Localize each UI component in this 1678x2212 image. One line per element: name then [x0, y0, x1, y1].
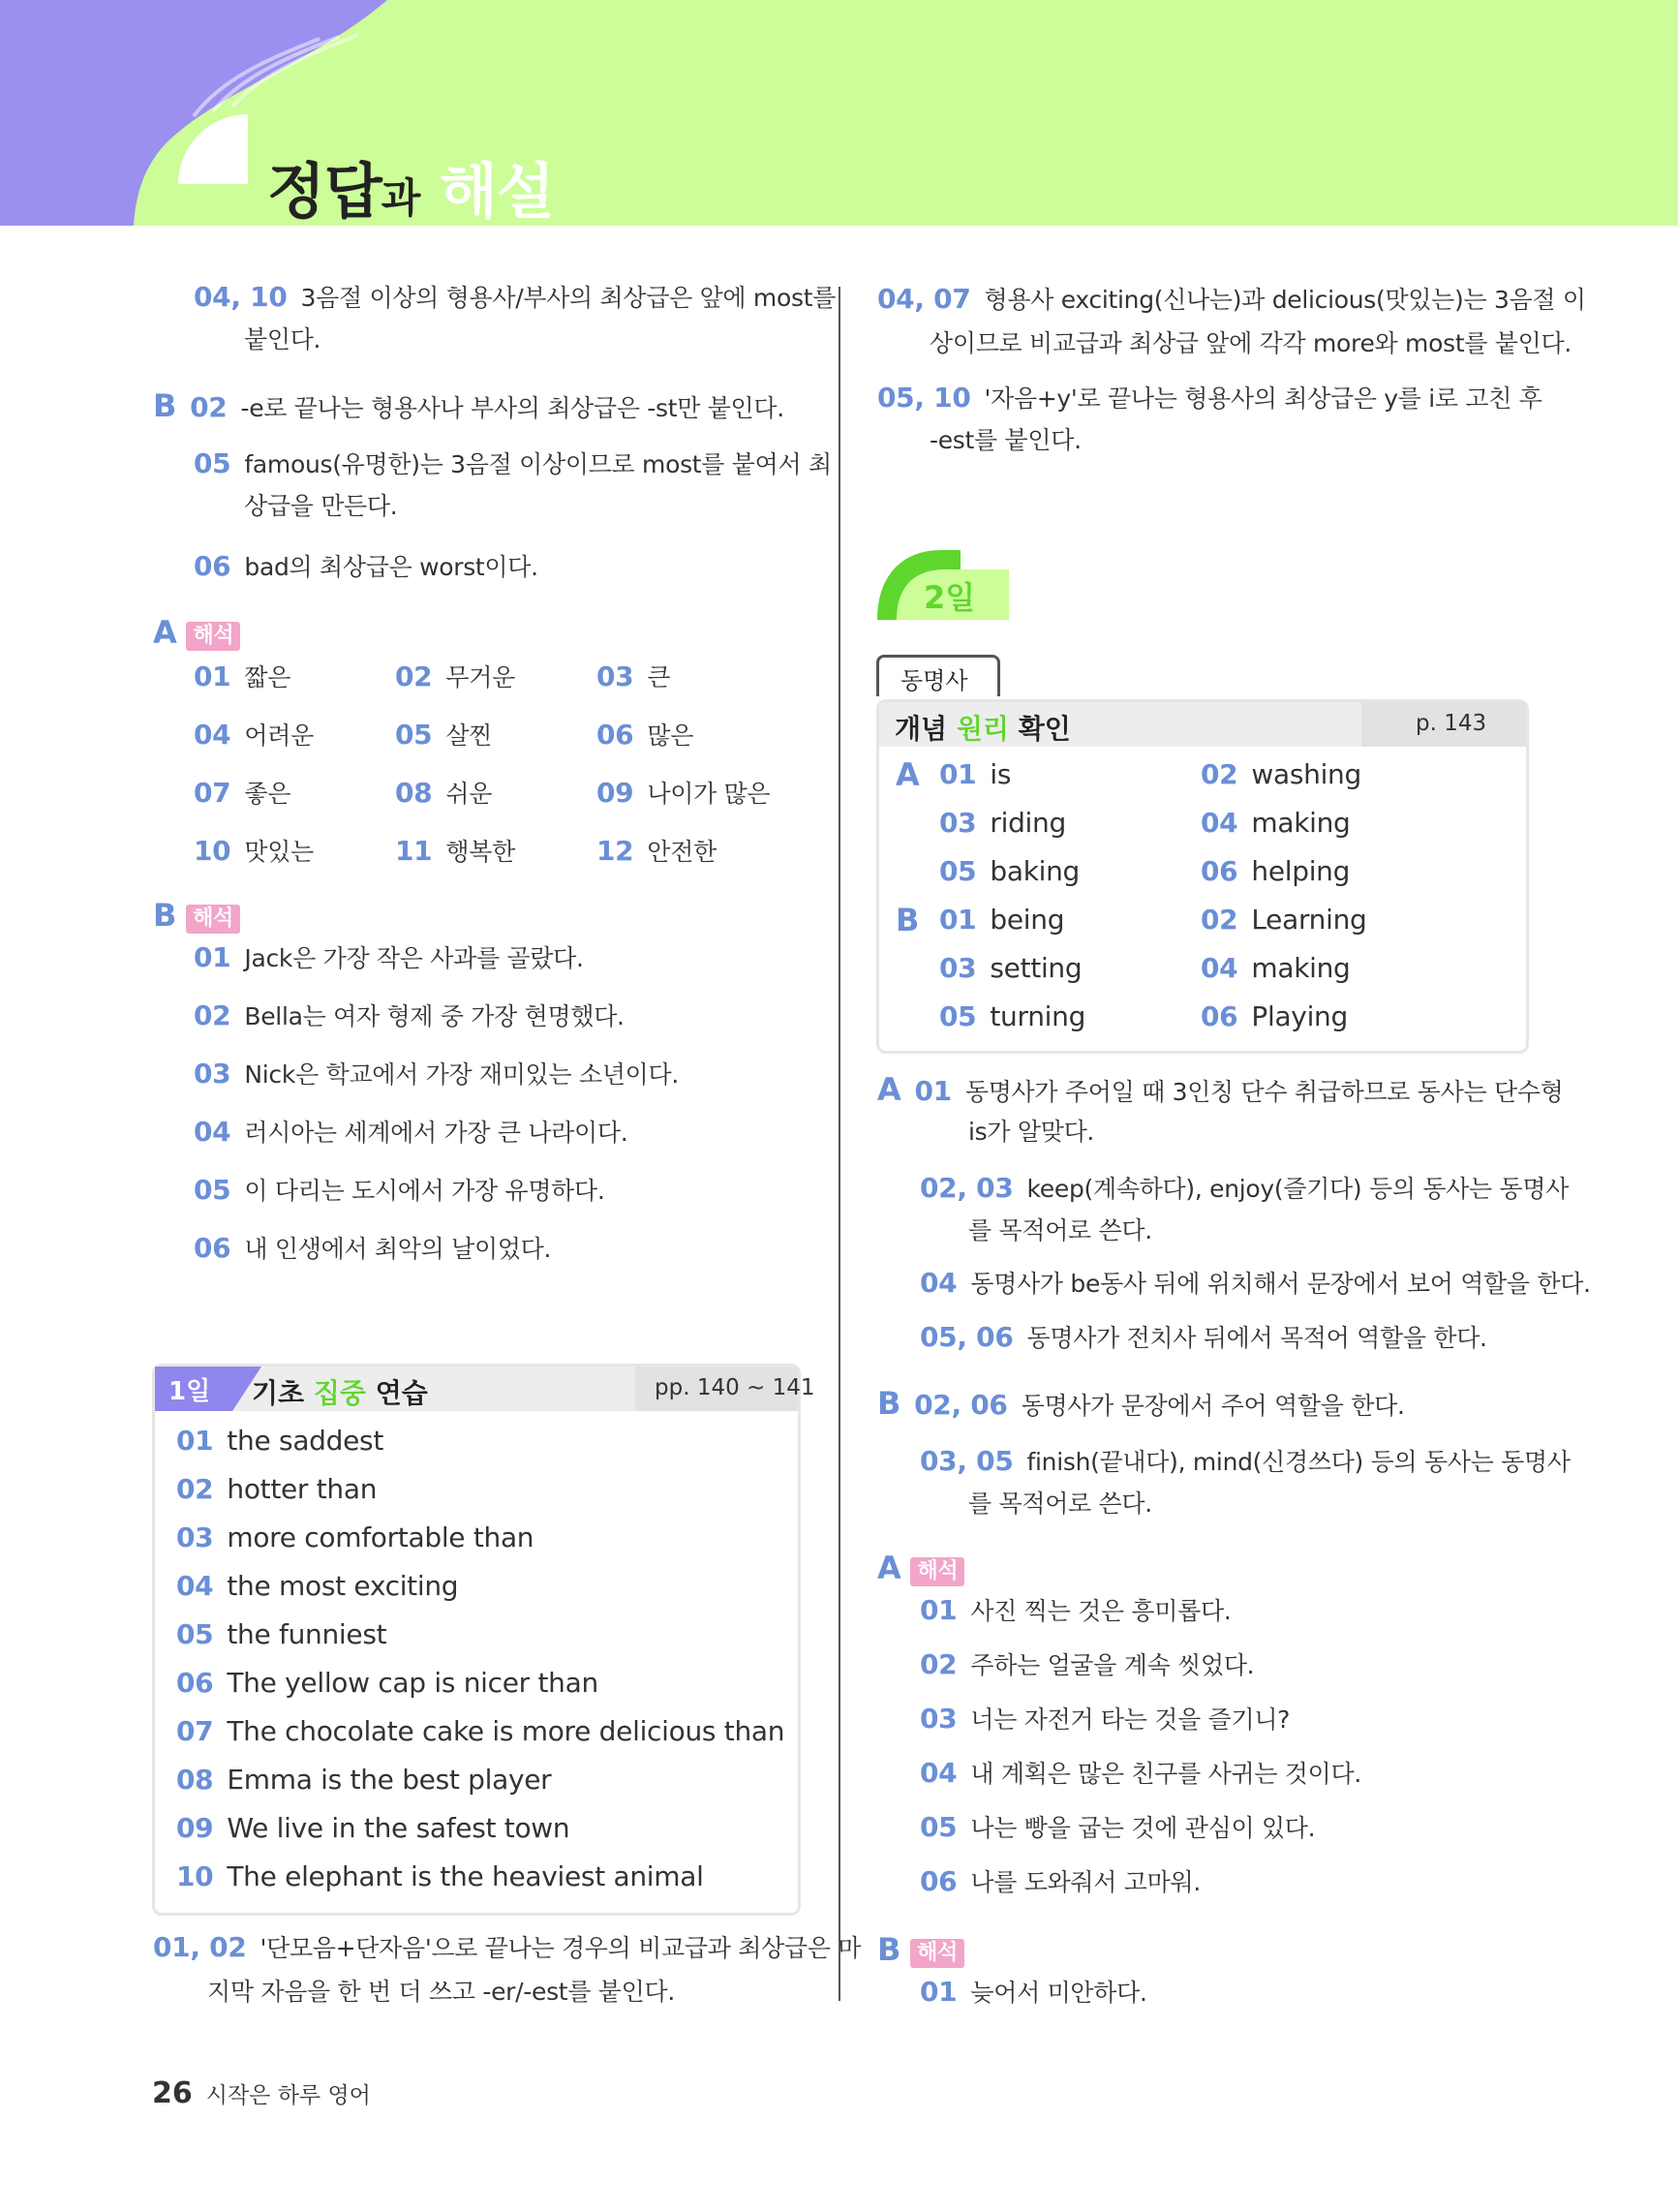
item-number: 05	[176, 1618, 214, 1650]
vocab-item	[596, 837, 717, 867]
header-decoration	[0, 0, 1678, 226]
day-label: 2일	[924, 579, 976, 616]
concept-box-title: 개념 원리 확인	[895, 713, 1071, 745]
topic-tab	[876, 655, 1000, 696]
section-b-heading: B 해석	[877, 1935, 964, 1968]
note-line: B 02 -e로 끝나는 형용사나 부사의 최상급은 -st만 붙인다.	[153, 387, 784, 424]
item-text: making	[1251, 952, 1351, 984]
vocab-item	[194, 721, 314, 751]
item-number: 03	[176, 1521, 214, 1553]
vocab-item	[395, 662, 515, 692]
item-text: We live in the safest town	[227, 1812, 570, 1844]
item-number: 07	[194, 777, 231, 809]
note-line: 05, 06 동명사가 전치사 뒤에서 목적어 역할을 한다.	[920, 1321, 1487, 1353]
item-number: 01	[920, 1594, 958, 1626]
item-text: 너는 자전거 타는 것을 즐기니?	[970, 1705, 1291, 1734]
answer-item	[176, 1766, 551, 1795]
vocab-item	[395, 721, 492, 751]
concept-answer-item	[1201, 760, 1361, 789]
concept-answer-item	[939, 954, 1082, 983]
item-number: 01	[939, 904, 977, 936]
page-reference: p. 143	[1416, 711, 1487, 736]
item-number: 05	[920, 1811, 958, 1843]
item-number: 12	[596, 835, 634, 867]
item-text: baking	[990, 855, 1081, 887]
concept-a-label: A	[896, 756, 920, 793]
item-number: 06	[1201, 855, 1238, 887]
page-title	[267, 143, 554, 226]
item-text: 행복한	[445, 838, 515, 866]
concept-answer-item	[1201, 906, 1367, 935]
item-number: 02	[1201, 904, 1238, 936]
item-number: 03	[939, 807, 977, 839]
note-line: 04, 07 형용사 exciting(신나는)과 delicious(맛있는)는 3음절 이	[877, 283, 1586, 315]
item-number: 04	[194, 1116, 231, 1148]
item-number: 06	[1201, 1000, 1238, 1032]
concept-answer-item	[939, 906, 1064, 935]
note-cont: 상급을 만든다.	[244, 492, 398, 520]
answer-item	[176, 1475, 377, 1504]
item-text: the funniest	[227, 1618, 387, 1650]
item-number: 04	[1201, 807, 1238, 839]
note-line: 01, 02 '단모음+단자음'으로 끝나는 경우의 비교급과 최상급은 마	[153, 1931, 862, 1963]
section-a-heading: A 해석	[153, 618, 240, 651]
translation-item	[194, 1060, 679, 1090]
translation-tag: 해석	[910, 1557, 964, 1586]
note-line: 02, 03 keep(계속하다), enjoy(즐기다) 등의 동사는 동명사	[920, 1172, 1570, 1204]
concept-answer-item	[1201, 857, 1350, 886]
page-footer	[152, 2076, 371, 2110]
item-number: 04	[920, 1757, 958, 1789]
note-line: 05, 10 '자음+y'로 끝나는 형용사의 최상급은 y를 i로 고친 후	[877, 382, 1542, 414]
item-text: 나를 도와줘서 고마워.	[970, 1868, 1201, 1896]
vocab-item	[596, 721, 693, 751]
concept-answer-item	[1201, 954, 1351, 983]
vocab-item	[395, 837, 515, 867]
concept-box	[876, 699, 1529, 1054]
item-text: The chocolate cake is more delicious than	[227, 1715, 785, 1747]
item-number: 10	[176, 1860, 214, 1892]
vocab-item	[194, 837, 314, 867]
note-cont: 지막 자음을 한 번 더 쓰고 -er/-est를 붙인다.	[207, 1978, 676, 2006]
item-number: 02	[395, 661, 433, 692]
item-number: 01	[920, 1976, 958, 2008]
column-divider	[839, 287, 840, 2001]
item-number: 04	[194, 719, 231, 751]
page-reference: pp. 140 ~ 141	[655, 1375, 815, 1400]
translation-item	[194, 1234, 551, 1264]
item-number: 01	[176, 1425, 214, 1457]
section-b-heading: B 해석	[153, 901, 240, 934]
item-text: 살찐	[445, 722, 493, 750]
item-text: 늦어서 미안하다.	[970, 1979, 1147, 2007]
item-text: setting	[990, 952, 1083, 984]
answer-item	[176, 1427, 383, 1456]
practice-box-header	[155, 1367, 815, 1411]
item-text: 어려운	[244, 722, 314, 750]
item-number: 05	[194, 1174, 231, 1206]
translation-item	[920, 1596, 1231, 1626]
item-number: 06	[176, 1667, 214, 1699]
item-text: Jack은 가장 작은 사과를 골랐다.	[244, 944, 584, 972]
item-number: 02	[920, 1648, 958, 1680]
answer-item	[176, 1717, 784, 1746]
item-number: 05	[939, 855, 977, 887]
translation-item	[194, 943, 584, 973]
translation-item	[920, 1867, 1201, 1897]
translation-item	[194, 1176, 605, 1206]
concept-b-label: B	[896, 902, 920, 938]
item-number: 03	[194, 1058, 231, 1090]
note-line: A 01 동명사가 주어일 때 3인칭 단수 취급하므로 동사는 단수형	[877, 1071, 1564, 1108]
item-number: 02	[194, 999, 231, 1031]
item-number: 09	[596, 777, 634, 809]
item-number: 06	[920, 1865, 958, 1897]
item-number: 09	[176, 1812, 214, 1844]
item-number: 06	[194, 1232, 231, 1264]
answer-item	[176, 1523, 534, 1552]
answer-item	[176, 1862, 704, 1891]
item-number: 10	[194, 835, 231, 867]
item-text: being	[990, 904, 1065, 936]
item-text: 주하는 얼굴을 계속 씻었다.	[970, 1651, 1255, 1679]
translation-item	[920, 1759, 1361, 1789]
concept-answer-item	[939, 760, 1011, 789]
item-text: Emma is the best player	[227, 1764, 552, 1796]
concept-answer-item	[1201, 1002, 1348, 1031]
item-number: 06	[596, 719, 634, 751]
item-text: Nick은 학교에서 가장 재미있는 소년이다.	[244, 1060, 680, 1089]
item-text: 안전한	[647, 838, 717, 866]
answer-item	[176, 1669, 598, 1698]
item-text: the saddest	[227, 1425, 384, 1457]
page-header	[0, 0, 1678, 226]
item-number: 04	[1201, 952, 1238, 984]
note-cont: 상이므로 비교급과 최상급 앞에 각각 more와 most를 붙인다.	[930, 329, 1572, 357]
concept-answer-item	[939, 809, 1066, 838]
item-text: 나는 빵을 굽는 것에 관심이 있다.	[970, 1814, 1316, 1842]
concept-answer-item	[1201, 809, 1351, 838]
day-badge: 1일	[168, 1377, 211, 1406]
translation-item	[920, 1813, 1315, 1843]
item-number: 02	[176, 1473, 214, 1505]
item-text: Learning	[1251, 904, 1367, 936]
item-number: 02	[1201, 758, 1238, 790]
item-number: 07	[176, 1715, 214, 1747]
note-cont: 붙인다.	[244, 325, 321, 353]
item-number: 01	[194, 941, 231, 973]
item-number: 08	[395, 777, 433, 809]
item-number: 04	[176, 1570, 214, 1602]
vocab-item	[596, 779, 770, 809]
item-text: Playing	[1251, 1000, 1348, 1032]
title-part-b: 과	[381, 174, 420, 222]
vocab-item	[395, 779, 492, 809]
item-text: 쉬운	[445, 780, 493, 808]
translation-tag: 해석	[910, 1939, 964, 1968]
item-text: helping	[1251, 855, 1351, 887]
item-text: Bella는 여자 형제 중 가장 현명했다.	[244, 1002, 625, 1030]
item-number: 05	[939, 1000, 977, 1032]
answer-item	[176, 1620, 386, 1649]
title-part-c: 해설	[439, 156, 554, 226]
item-text: hotter than	[227, 1473, 378, 1505]
concept-answer-item	[939, 857, 1080, 886]
item-text: 러시아는 세계에서 가장 큰 나라이다.	[244, 1119, 628, 1147]
vocab-item	[194, 779, 290, 809]
note-line: 03, 05 finish(끝내다), mind(신경쓰다) 등의 동사는 동명사	[920, 1445, 1571, 1477]
item-text: 내 계획은 많은 친구를 사귀는 것이다.	[970, 1760, 1362, 1788]
item-text: The yellow cap is nicer than	[227, 1667, 598, 1699]
section-a-heading: A 해석	[877, 1553, 964, 1586]
item-text: 내 인생에서 최악의 날이었다.	[244, 1235, 552, 1263]
item-text: 무거운	[445, 663, 515, 691]
practice-box-title: 기초 집중 연습	[252, 1377, 428, 1409]
item-number: 03	[939, 952, 977, 984]
item-text: 맛있는	[244, 838, 314, 866]
item-text: washing	[1251, 758, 1361, 790]
translation-item	[920, 1650, 1254, 1680]
item-text: 좋은	[244, 780, 291, 808]
note-line: B 02, 06 동명사가 문장에서 주어 역할을 한다.	[877, 1385, 1405, 1422]
page-number: 26	[152, 2076, 193, 2110]
vocab-item	[596, 662, 670, 692]
practice-box	[152, 1364, 815, 1916]
item-text: 사진 찍는 것은 흥미롭다.	[970, 1597, 1232, 1625]
item-text: making	[1251, 807, 1351, 839]
note-line: 04 동명사가 be동사 뒤에 위치해서 문장에서 보어 역할을 한다.	[920, 1267, 1591, 1299]
item-text: 나이가 많은	[647, 780, 771, 808]
item-text: more comfortable than	[227, 1521, 534, 1553]
answer-item	[176, 1572, 458, 1601]
item-number: 01	[939, 758, 977, 790]
translation-tag: 해석	[186, 622, 240, 651]
concept-answer-item	[939, 1002, 1085, 1031]
note-line: 06 bad의 최상급은 worst이다.	[194, 550, 538, 582]
item-number: 01	[194, 661, 231, 692]
item-number: 05	[395, 719, 433, 751]
note-line: 05 famous(유명한)는 3음절 이상이므로 most를 붙여서 최	[194, 447, 832, 479]
topic-tab-label: 동명사	[900, 667, 968, 694]
book-title: 시작은 하루 영어	[205, 2083, 371, 2108]
note-cont: is가 알맞다.	[968, 1118, 1095, 1146]
note-cont: -est를 붙인다.	[930, 426, 1082, 454]
translation-tag: 해석	[186, 905, 240, 934]
note-cont: 를 목적어로 쓴다.	[968, 1490, 1152, 1518]
item-text: the most exciting	[227, 1570, 459, 1602]
translation-item	[194, 1001, 625, 1031]
item-text: 많은	[647, 722, 694, 750]
note-line: 04, 10 3음절 이상의 형용사/부사의 최상급은 앞에 most를	[194, 281, 837, 313]
title-part-a: 정답	[267, 156, 381, 226]
vocab-item	[194, 662, 290, 692]
item-text: 이 다리는 도시에서 가장 유명하다.	[244, 1177, 605, 1205]
translation-item	[194, 1118, 627, 1148]
translation-item	[920, 1705, 1290, 1735]
item-number: 11	[395, 835, 433, 867]
item-text: turning	[990, 1000, 1086, 1032]
item-text: 큰	[647, 663, 671, 691]
concept-box-header	[879, 702, 1526, 747]
item-text: The elephant is the heaviest animal	[227, 1860, 704, 1892]
item-text: 짧은	[244, 663, 291, 691]
item-text: is	[990, 758, 1012, 790]
translation-item	[920, 1978, 1147, 2008]
item-number: 03	[920, 1703, 958, 1735]
answer-item	[176, 1814, 569, 1843]
note-cont: 를 목적어로 쓴다.	[968, 1216, 1152, 1244]
item-text: riding	[990, 807, 1066, 839]
item-number: 03	[596, 661, 634, 692]
item-number: 08	[176, 1764, 214, 1796]
